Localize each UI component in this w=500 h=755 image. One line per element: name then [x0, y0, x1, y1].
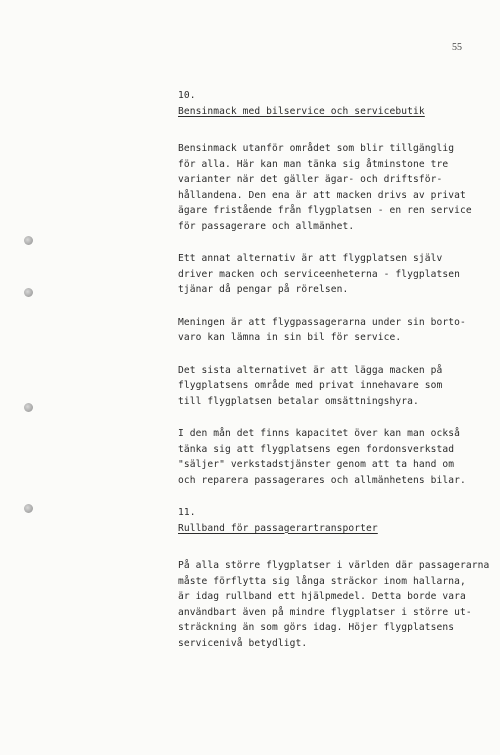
text-line: måste förflytta sig långa sträckor inom hallarna,	[178, 575, 466, 587]
text-line: Bensinmack utanför området som blir tillgänglig	[178, 143, 455, 154]
paragraph	[178, 426, 478, 488]
binder-hole-2	[24, 288, 33, 297]
document-body	[178, 88, 490, 668]
text-line: tänka sig att flygplatsens egen fordonsverkstad	[178, 443, 455, 455]
paragraph	[178, 363, 478, 410]
binder-hole-3	[24, 403, 33, 412]
text-line: På alla större flygplatser i världen där passagerarna	[178, 560, 490, 571]
text-line: Ett annat alternativ är att flygplatsen själv	[178, 253, 443, 264]
section-10	[178, 88, 478, 488]
text-line: till flygplatsen betalar omsättningshyra.	[178, 395, 419, 407]
text-line: Meningen är att flygpassagerarna under sin borto-	[178, 316, 466, 328]
paragraph	[178, 251, 478, 298]
text-line: Det sista alternativet är att lägga macken på	[178, 364, 443, 376]
text-line: ägare fristående från flygplatsen - en ren service	[178, 205, 472, 216]
text-line: är idag rullband ett hjälpmedel. Detta borde vara	[178, 591, 466, 602]
text-line: varo kan lämna in sin bil för service.	[178, 332, 402, 343]
text-line: tjänar då pengar på rörelsen.	[178, 284, 349, 295]
text-line: driver macken och serviceenheterna - flygplatsen	[178, 268, 461, 280]
text-line: användbart även på mindre flygplatser i större ut-	[178, 606, 472, 618]
text-line: "säljer" verkstadstjänster genom att ta hand om	[178, 459, 455, 470]
text-line: sträckning än som görs idag. Höjer flygplatsens	[178, 622, 455, 633]
section-title: Bensinmack med bilservice och servicebutik	[178, 105, 425, 117]
text-line: hållandena. Den ena är att macken drivs av privat	[178, 189, 466, 201]
text-line: och reparera passagerares och allmänhetens bilar.	[178, 474, 466, 486]
binder-hole-1	[24, 236, 33, 245]
text-line: flygplatsens område med privat innehavare som	[178, 380, 443, 391]
page-number: 55	[452, 42, 462, 53]
text-line: för alla. Här kan man tänka sig åtminstone tre	[178, 158, 449, 170]
section-11	[178, 505, 490, 651]
binder-hole-4	[24, 504, 33, 513]
text-line: servicenivå betydligt.	[178, 637, 308, 649]
text-line: varianter när det gäller ägar- och driftsför-	[178, 174, 443, 185]
paragraph	[178, 141, 478, 234]
section-number: 10.	[178, 90, 196, 101]
section-number: 11.	[178, 507, 196, 518]
section-title: Rullband för passagerartransporter	[178, 522, 378, 534]
text-line: I den mån det finns kapacitet över kan man också	[178, 428, 461, 439]
paragraph	[178, 558, 490, 651]
paragraph	[178, 315, 478, 346]
text-line: för passagerare och allmänhet.	[178, 220, 355, 232]
